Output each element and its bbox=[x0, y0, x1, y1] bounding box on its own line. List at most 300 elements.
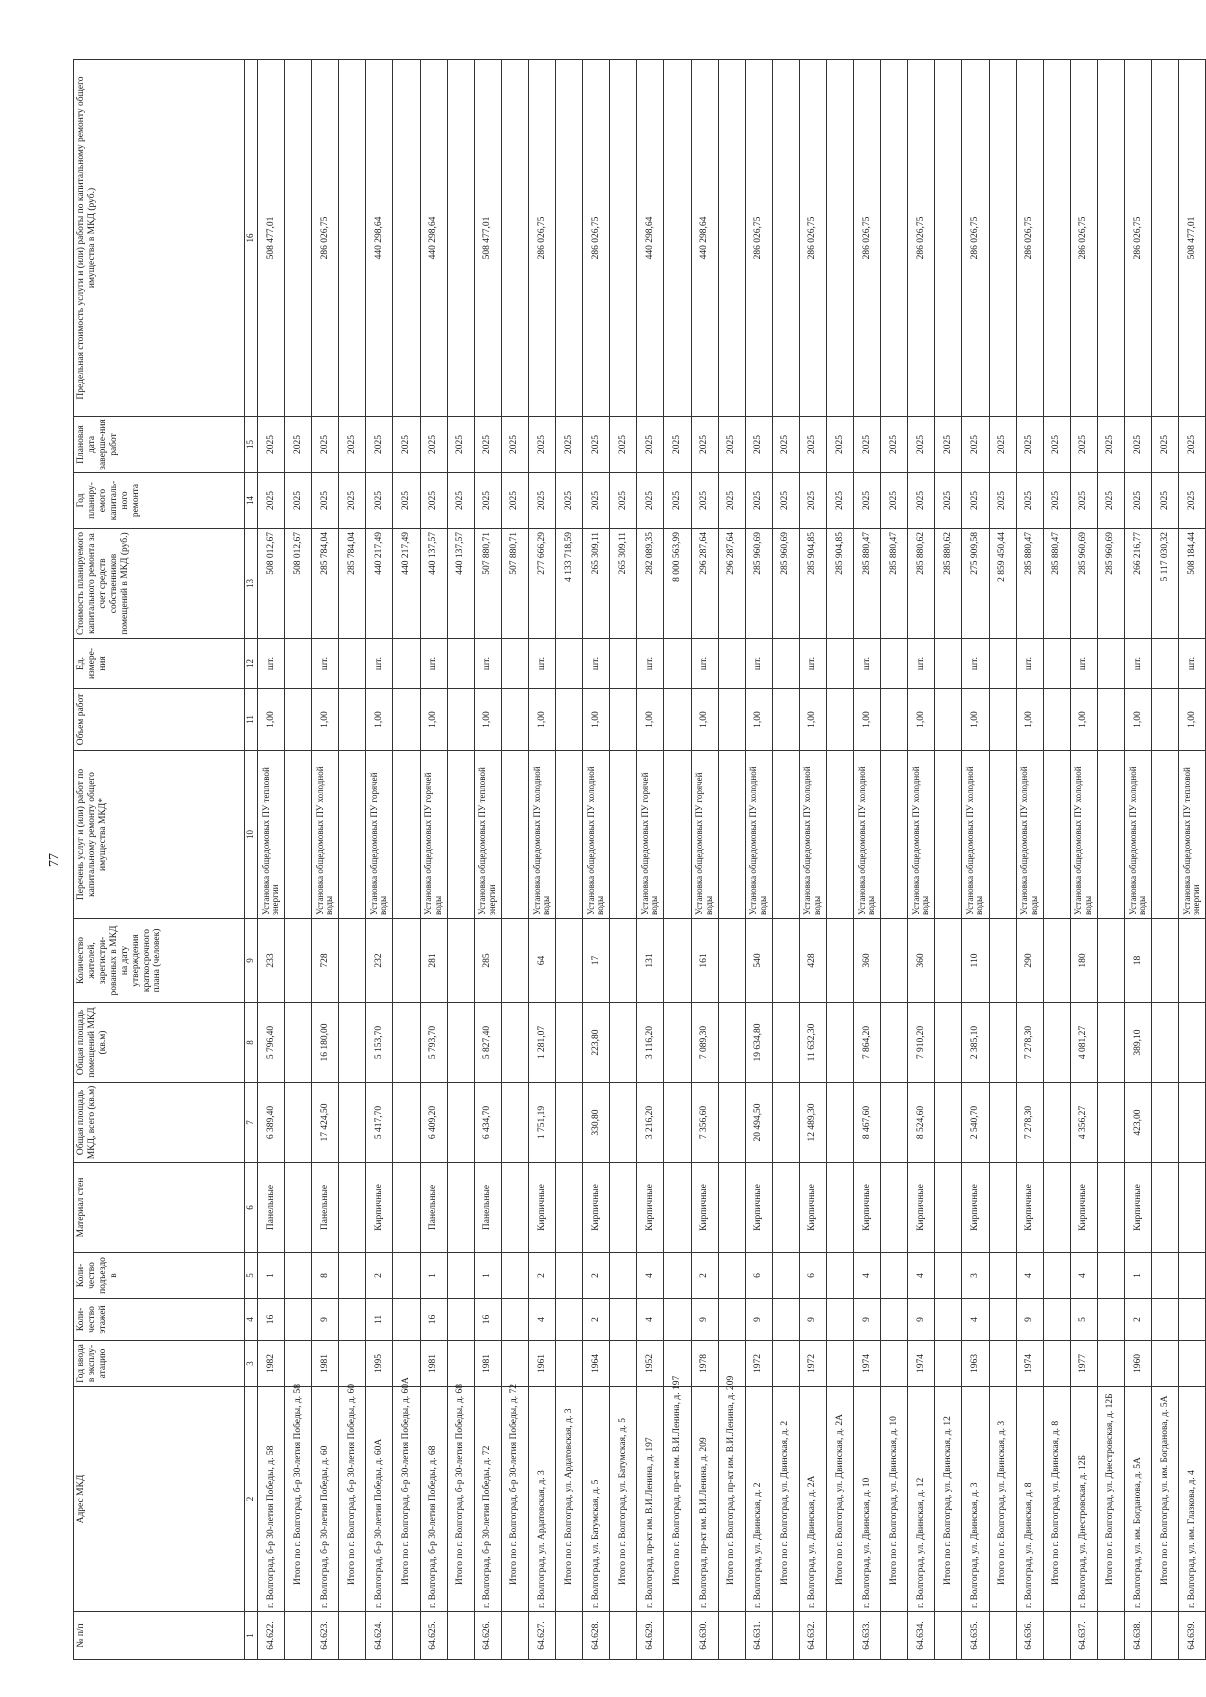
unit-cell: шт. bbox=[691, 639, 718, 689]
service-cell bbox=[1043, 751, 1070, 919]
rooms-area-cell: 5 793,70 bbox=[420, 1003, 447, 1083]
entrances-cell: 1 bbox=[1125, 1253, 1152, 1299]
service-cell bbox=[610, 751, 637, 919]
floors-cell: 9 bbox=[745, 1299, 772, 1341]
address-cell: Итого по г. Волгоград, пр-кт им. В.И.Ленина, д. 209 bbox=[718, 1387, 745, 1612]
total-area-cell: 6 409,20 bbox=[420, 1083, 447, 1163]
limit-cost-cell bbox=[718, 60, 745, 417]
rooms-area-cell bbox=[1152, 1003, 1179, 1083]
unit-cell: шт. bbox=[962, 639, 989, 689]
entrances-cell: 4 bbox=[908, 1253, 935, 1299]
rooms-area-cell: 7 278,30 bbox=[1016, 1003, 1043, 1083]
year-built-cell bbox=[935, 1341, 962, 1387]
entrances-cell bbox=[718, 1253, 745, 1299]
plan-year-cell: 2025 bbox=[528, 473, 555, 529]
total-area-cell: 330,80 bbox=[583, 1083, 610, 1163]
end-date-cell: 2025 bbox=[285, 417, 312, 473]
cost-cell: 285 960,69 bbox=[745, 529, 772, 639]
wall-material-cell: Кирпичные bbox=[1125, 1163, 1152, 1253]
entrances-cell bbox=[881, 1253, 908, 1299]
plan-year-cell: 2025 bbox=[1179, 473, 1206, 529]
end-date-cell: 2025 bbox=[799, 417, 826, 473]
residents-cell: 131 bbox=[637, 919, 664, 1003]
service-cell: Установка общедомовых ПУ тепловой энергии bbox=[1179, 751, 1206, 919]
rooms-area-cell bbox=[610, 1003, 637, 1083]
service-cell: Установка общедомовых ПУ горячей воды bbox=[637, 751, 664, 919]
service-cell: Установка общедомовых ПУ холодной воды bbox=[799, 751, 826, 919]
plan-year-cell: 2025 bbox=[664, 473, 691, 529]
unit-cell: шт. bbox=[1016, 639, 1043, 689]
year-built-cell bbox=[772, 1341, 799, 1387]
row-number: 64.625. bbox=[420, 1612, 447, 1660]
service-cell bbox=[339, 751, 366, 919]
wall-material-cell bbox=[1179, 1163, 1206, 1253]
column-number: 2 bbox=[245, 1387, 258, 1612]
volume-cell: 1,00 bbox=[583, 689, 610, 751]
unit-cell: шт. bbox=[854, 639, 881, 689]
plan-year-cell: 2025 bbox=[258, 473, 285, 529]
limit-cost-cell bbox=[772, 60, 799, 417]
subtotal-row bbox=[826, 60, 853, 1660]
row-number: 64.623. bbox=[312, 1612, 339, 1660]
address-cell: Итого по г. Волгоград, ул. Двинская, д. 8 bbox=[1043, 1387, 1070, 1612]
entrances-cell: 2 bbox=[528, 1253, 555, 1299]
unit-cell bbox=[501, 639, 528, 689]
volume-cell bbox=[718, 689, 745, 751]
end-date-cell: 2025 bbox=[989, 417, 1016, 473]
plan-year-cell: 2025 bbox=[1043, 473, 1070, 529]
floors-cell bbox=[1152, 1299, 1179, 1341]
address-cell: Итого по г. Волгоград, б-р 30-летия Победы, д. 68 bbox=[447, 1387, 474, 1612]
table-row bbox=[745, 60, 772, 1660]
unit-cell bbox=[610, 639, 637, 689]
limit-cost-cell bbox=[1152, 60, 1179, 417]
entrances-cell: 1 bbox=[420, 1253, 447, 1299]
column-number: 5 bbox=[245, 1253, 258, 1299]
address-cell: г. Волгоград, ул. Двинская, д. 2А bbox=[799, 1387, 826, 1612]
wall-material-cell: Кирпичные bbox=[799, 1163, 826, 1253]
unit-cell bbox=[339, 639, 366, 689]
total-area-cell: 17 424,50 bbox=[312, 1083, 339, 1163]
cost-cell: 285 880,47 bbox=[1043, 529, 1070, 639]
volume-cell: 1,00 bbox=[854, 689, 881, 751]
entrances-cell: 6 bbox=[799, 1253, 826, 1299]
total-area-cell: 4 356,27 bbox=[1070, 1083, 1097, 1163]
limit-cost-cell: 508 477,01 bbox=[258, 60, 285, 417]
rooms-area-cell: 19 634,80 bbox=[745, 1003, 772, 1083]
cost-cell: 266 216,77 bbox=[1125, 529, 1152, 639]
volume-cell: 1,00 bbox=[474, 689, 501, 751]
column-header: Ед. измере-ния bbox=[74, 639, 245, 689]
limit-cost-cell bbox=[1043, 60, 1070, 417]
residents-cell bbox=[935, 919, 962, 1003]
residents-cell: 110 bbox=[962, 919, 989, 1003]
plan-year-cell: 2025 bbox=[501, 473, 528, 529]
plan-year-cell: 2025 bbox=[908, 473, 935, 529]
row-number: 64.637. bbox=[1070, 1612, 1097, 1660]
floors-cell bbox=[1097, 1299, 1124, 1341]
rooms-area-cell bbox=[772, 1003, 799, 1083]
total-area-cell: 6 434,70 bbox=[474, 1083, 501, 1163]
service-cell: Установка общедомовых ПУ холодной воды bbox=[528, 751, 555, 919]
floors-cell bbox=[772, 1299, 799, 1341]
subtotal-row bbox=[501, 60, 528, 1660]
subtotal-row bbox=[1043, 60, 1070, 1660]
residents-cell: 180 bbox=[1070, 919, 1097, 1003]
entrances-cell: 1 bbox=[258, 1253, 285, 1299]
wall-material-cell: Панельные bbox=[420, 1163, 447, 1253]
total-area-cell: 3 216,20 bbox=[637, 1083, 664, 1163]
row-number bbox=[664, 1612, 691, 1660]
unit-cell: шт. bbox=[908, 639, 935, 689]
wall-material-cell bbox=[935, 1163, 962, 1253]
address-cell: Итого по г. Волгоград, ул. Двинская, д. 2А bbox=[826, 1387, 853, 1612]
unit-cell: шт. bbox=[1070, 639, 1097, 689]
end-date-cell: 2025 bbox=[1097, 417, 1124, 473]
column-number: 3 bbox=[245, 1341, 258, 1387]
residents-cell: 64 bbox=[528, 919, 555, 1003]
address-cell: г. Волгоград, б-р 30-летия Победы, д. 60А bbox=[366, 1387, 393, 1612]
plan-year-cell: 2025 bbox=[610, 473, 637, 529]
year-built-cell: 1963 bbox=[962, 1341, 989, 1387]
unit-cell: шт. bbox=[366, 639, 393, 689]
subtotal-row bbox=[393, 60, 420, 1660]
cost-cell: 440 217,49 bbox=[393, 529, 420, 639]
column-header: Коли-чество этажей bbox=[74, 1299, 245, 1341]
row-number: 64.626. bbox=[474, 1612, 501, 1660]
unit-cell: шт. bbox=[474, 639, 501, 689]
year-built-cell: 1974 bbox=[908, 1341, 935, 1387]
year-built-cell: 1964 bbox=[583, 1341, 610, 1387]
end-date-cell: 2025 bbox=[583, 417, 610, 473]
volume-cell bbox=[1097, 689, 1124, 751]
subtotal-row bbox=[1097, 60, 1124, 1660]
residents-cell bbox=[718, 919, 745, 1003]
limit-cost-cell: 286 026,75 bbox=[312, 60, 339, 417]
service-cell bbox=[826, 751, 853, 919]
address-cell: Итого по г. Волгоград, ул. Батумская, д. 5 bbox=[610, 1387, 637, 1612]
unit-cell: шт. bbox=[583, 639, 610, 689]
volume-cell: 1,00 bbox=[745, 689, 772, 751]
row-number bbox=[935, 1612, 962, 1660]
volume-cell bbox=[339, 689, 366, 751]
column-header: Материал стен bbox=[74, 1163, 245, 1253]
table-row bbox=[258, 60, 285, 1660]
total-area-cell: 5 417,70 bbox=[366, 1083, 393, 1163]
total-area-cell bbox=[610, 1083, 637, 1163]
entrances-cell: 4 bbox=[1070, 1253, 1097, 1299]
table-row bbox=[962, 60, 989, 1660]
subtotal-row bbox=[285, 60, 312, 1660]
service-cell bbox=[447, 751, 474, 919]
cost-cell: 285 880,62 bbox=[908, 529, 935, 639]
plan-year-cell: 2025 bbox=[583, 473, 610, 529]
year-built-cell bbox=[285, 1341, 312, 1387]
rotated-page-content bbox=[45, 60, 1202, 1660]
column-number: 13 bbox=[245, 529, 258, 639]
residents-cell: 540 bbox=[745, 919, 772, 1003]
entrances-cell: 4 bbox=[637, 1253, 664, 1299]
row-number: 64.638. bbox=[1125, 1612, 1152, 1660]
wall-material-cell: Кирпичные bbox=[637, 1163, 664, 1253]
wall-material-cell bbox=[556, 1163, 583, 1253]
limit-cost-cell bbox=[610, 60, 637, 417]
end-date-cell: 2025 bbox=[312, 417, 339, 473]
limit-cost-cell: 286 026,75 bbox=[1125, 60, 1152, 417]
plan-year-cell: 2025 bbox=[772, 473, 799, 529]
entrances-cell bbox=[772, 1253, 799, 1299]
residents-cell bbox=[1179, 919, 1206, 1003]
subtotal-row bbox=[1152, 60, 1179, 1660]
repair-plan-table bbox=[73, 59, 1206, 1660]
total-area-cell: 1 751,19 bbox=[528, 1083, 555, 1163]
total-area-cell bbox=[935, 1083, 962, 1163]
address-cell: г. Волгоград, ул. Двинская, д. 8 bbox=[1016, 1387, 1043, 1612]
service-cell: Установка общедомовых ПУ холодной воды bbox=[583, 751, 610, 919]
floors-cell: 9 bbox=[908, 1299, 935, 1341]
limit-cost-cell: 286 026,75 bbox=[583, 60, 610, 417]
rooms-area-cell: 4 081,27 bbox=[1070, 1003, 1097, 1083]
limit-cost-cell: 286 026,75 bbox=[1016, 60, 1043, 417]
row-number bbox=[1043, 1612, 1070, 1660]
total-area-cell bbox=[556, 1083, 583, 1163]
column-number: 10 bbox=[245, 751, 258, 919]
total-area-cell bbox=[1097, 1083, 1124, 1163]
end-date-cell: 2025 bbox=[772, 417, 799, 473]
wall-material-cell bbox=[664, 1163, 691, 1253]
year-built-cell: 1972 bbox=[799, 1341, 826, 1387]
unit-cell: шт. bbox=[799, 639, 826, 689]
plan-year-cell: 2025 bbox=[989, 473, 1016, 529]
total-area-cell bbox=[772, 1083, 799, 1163]
cost-cell: 508 184,44 bbox=[1179, 529, 1206, 639]
table-row bbox=[908, 60, 935, 1660]
floors-cell: 4 bbox=[962, 1299, 989, 1341]
unit-cell: шт. bbox=[258, 639, 285, 689]
subtotal-row bbox=[881, 60, 908, 1660]
end-date-cell: 2025 bbox=[745, 417, 772, 473]
residents-cell: 360 bbox=[908, 919, 935, 1003]
floors-cell: 4 bbox=[528, 1299, 555, 1341]
total-area-cell bbox=[393, 1083, 420, 1163]
year-built-cell: 1995 bbox=[366, 1341, 393, 1387]
subtotal-row bbox=[989, 60, 1016, 1660]
residents-cell: 233 bbox=[258, 919, 285, 1003]
entrances-cell bbox=[826, 1253, 853, 1299]
wall-material-cell: Кирпичные bbox=[528, 1163, 555, 1253]
wall-material-cell bbox=[881, 1163, 908, 1253]
rooms-area-cell: 11 632,30 bbox=[799, 1003, 826, 1083]
entrances-cell bbox=[285, 1253, 312, 1299]
service-cell bbox=[501, 751, 528, 919]
volume-cell bbox=[989, 689, 1016, 751]
volume-cell bbox=[393, 689, 420, 751]
service-cell bbox=[664, 751, 691, 919]
limit-cost-cell: 508 477,01 bbox=[1179, 60, 1206, 417]
residents-cell bbox=[610, 919, 637, 1003]
end-date-cell: 2025 bbox=[881, 417, 908, 473]
entrances-cell bbox=[339, 1253, 366, 1299]
cost-cell: 285 904,85 bbox=[799, 529, 826, 639]
row-number: 64.631. bbox=[745, 1612, 772, 1660]
volume-cell: 1,00 bbox=[962, 689, 989, 751]
limit-cost-cell bbox=[826, 60, 853, 417]
service-cell bbox=[718, 751, 745, 919]
end-date-cell: 2025 bbox=[1070, 417, 1097, 473]
wall-material-cell: Кирпичные bbox=[1070, 1163, 1097, 1253]
plan-year-cell: 2025 bbox=[312, 473, 339, 529]
residents-cell bbox=[1043, 919, 1070, 1003]
entrances-cell: 1 bbox=[474, 1253, 501, 1299]
rooms-area-cell bbox=[447, 1003, 474, 1083]
rooms-area-cell: 3 116,20 bbox=[637, 1003, 664, 1083]
row-number bbox=[339, 1612, 366, 1660]
floors-cell bbox=[610, 1299, 637, 1341]
column-header: Объем работ bbox=[74, 689, 245, 751]
plan-year-cell: 2025 bbox=[1016, 473, 1043, 529]
end-date-cell: 2025 bbox=[1125, 417, 1152, 473]
unit-cell bbox=[556, 639, 583, 689]
end-date-cell: 2025 bbox=[393, 417, 420, 473]
wall-material-cell bbox=[718, 1163, 745, 1253]
floors-cell: 2 bbox=[583, 1299, 610, 1341]
cost-cell: 285 784,04 bbox=[312, 529, 339, 639]
residents-cell: 18 bbox=[1125, 919, 1152, 1003]
cost-cell: 265 309,11 bbox=[610, 529, 637, 639]
floors-cell: 2 bbox=[1125, 1299, 1152, 1341]
table-row bbox=[854, 60, 881, 1660]
year-built-cell bbox=[501, 1341, 528, 1387]
year-built-cell: 1961 bbox=[528, 1341, 555, 1387]
volume-cell bbox=[447, 689, 474, 751]
floors-cell: 16 bbox=[420, 1299, 447, 1341]
address-cell: г. Волгоград, ул. им. Глазкова, д. 4 bbox=[1179, 1387, 1206, 1612]
year-built-cell bbox=[1043, 1341, 1070, 1387]
unit-cell bbox=[718, 639, 745, 689]
address-cell: г. Волгоград, б-р 30-летия Победы, д. 72 bbox=[474, 1387, 501, 1612]
floors-cell bbox=[1043, 1299, 1070, 1341]
floors-cell: 5 bbox=[1070, 1299, 1097, 1341]
rooms-area-cell bbox=[1043, 1003, 1070, 1083]
unit-cell: шт. bbox=[420, 639, 447, 689]
floors-cell bbox=[501, 1299, 528, 1341]
wall-material-cell: Кирпичные bbox=[1016, 1163, 1043, 1253]
service-cell: Установка общедомовых ПУ холодной воды bbox=[745, 751, 772, 919]
cost-cell: 508 012,67 bbox=[258, 529, 285, 639]
total-area-cell: 8 524,60 bbox=[908, 1083, 935, 1163]
end-date-cell: 2025 bbox=[718, 417, 745, 473]
limit-cost-cell: 440 298,64 bbox=[420, 60, 447, 417]
plan-year-cell: 2025 bbox=[366, 473, 393, 529]
column-number: 14 bbox=[245, 473, 258, 529]
rooms-area-cell: 389,10 bbox=[1125, 1003, 1152, 1083]
rooms-area-cell: 2 385,10 bbox=[962, 1003, 989, 1083]
table-row bbox=[1016, 60, 1043, 1660]
cost-cell: 508 012,67 bbox=[285, 529, 312, 639]
row-number bbox=[501, 1612, 528, 1660]
total-area-cell bbox=[1179, 1083, 1206, 1163]
residents-cell: 17 bbox=[583, 919, 610, 1003]
entrances-cell: 6 bbox=[745, 1253, 772, 1299]
address-cell: г. Волгоград, ул. Ардатовская, д. 3 bbox=[528, 1387, 555, 1612]
floors-cell bbox=[393, 1299, 420, 1341]
volume-cell: 1,00 bbox=[258, 689, 285, 751]
limit-cost-cell bbox=[881, 60, 908, 417]
unit-cell bbox=[1152, 639, 1179, 689]
table-row bbox=[1070, 60, 1097, 1660]
residents-cell bbox=[772, 919, 799, 1003]
unit-cell: шт. bbox=[745, 639, 772, 689]
limit-cost-cell bbox=[556, 60, 583, 417]
address-cell: г. Волгоград, пр-кт им. В.И.Ленина, д. 209 bbox=[691, 1387, 718, 1612]
plan-year-cell: 2025 bbox=[854, 473, 881, 529]
rooms-area-cell: 5 153,70 bbox=[366, 1003, 393, 1083]
service-cell: Установка общедомовых ПУ холодной воды bbox=[908, 751, 935, 919]
table-row bbox=[1125, 60, 1152, 1660]
wall-material-cell bbox=[339, 1163, 366, 1253]
total-area-cell bbox=[1043, 1083, 1070, 1163]
limit-cost-cell: 286 026,75 bbox=[1070, 60, 1097, 417]
subtotal-row bbox=[935, 60, 962, 1660]
year-built-cell: 1974 bbox=[854, 1341, 881, 1387]
volume-cell: 1,00 bbox=[691, 689, 718, 751]
floors-cell: 11 bbox=[366, 1299, 393, 1341]
plan-year-cell: 2025 bbox=[745, 473, 772, 529]
residents-cell bbox=[339, 919, 366, 1003]
service-cell: Установка общедомовых ПУ тепловой энергии bbox=[258, 751, 285, 919]
service-cell bbox=[556, 751, 583, 919]
row-number bbox=[989, 1612, 1016, 1660]
service-cell bbox=[285, 751, 312, 919]
limit-cost-cell: 440 298,64 bbox=[366, 60, 393, 417]
service-cell: Установка общедомовых ПУ холодной воды bbox=[1070, 751, 1097, 919]
service-cell bbox=[393, 751, 420, 919]
volume-cell bbox=[935, 689, 962, 751]
address-cell: Итого по г. Волгоград, ул. Двинская, д. 12 bbox=[935, 1387, 962, 1612]
table-row bbox=[312, 60, 339, 1660]
limit-cost-cell: 286 026,75 bbox=[908, 60, 935, 417]
unit-cell bbox=[881, 639, 908, 689]
floors-cell bbox=[1179, 1299, 1206, 1341]
wall-material-cell: Панельные bbox=[474, 1163, 501, 1253]
residents-cell: 281 bbox=[420, 919, 447, 1003]
end-date-cell: 2025 bbox=[366, 417, 393, 473]
end-date-cell: 2025 bbox=[854, 417, 881, 473]
row-number: 64.629. bbox=[637, 1612, 664, 1660]
address-cell: г. Волгоград, ул. Двинская, д. 2 bbox=[745, 1387, 772, 1612]
address-cell: г. Волгоград, ул. Двинская, д. 12 bbox=[908, 1387, 935, 1612]
column-header: Год ввода в эксплу-атацию bbox=[74, 1341, 245, 1387]
header-row bbox=[74, 60, 245, 1660]
rooms-area-cell bbox=[1179, 1003, 1206, 1083]
unit-cell bbox=[447, 639, 474, 689]
limit-cost-cell: 286 026,75 bbox=[528, 60, 555, 417]
rooms-area-cell bbox=[393, 1003, 420, 1083]
service-cell: Установка общедомовых ПУ холодной воды bbox=[1016, 751, 1043, 919]
unit-cell bbox=[1097, 639, 1124, 689]
cost-cell: 285 880,47 bbox=[1016, 529, 1043, 639]
floors-cell bbox=[989, 1299, 1016, 1341]
cost-cell: 277 666,29 bbox=[528, 529, 555, 639]
year-built-cell bbox=[1097, 1341, 1124, 1387]
end-date-cell: 2025 bbox=[1152, 417, 1179, 473]
floors-cell: 9 bbox=[312, 1299, 339, 1341]
total-area-cell bbox=[718, 1083, 745, 1163]
total-area-cell bbox=[1152, 1083, 1179, 1163]
floors-cell bbox=[556, 1299, 583, 1341]
end-date-cell: 2025 bbox=[258, 417, 285, 473]
address-cell: Итого по г. Волгоград, б-р 30-летия Победы, д. 72 bbox=[501, 1387, 528, 1612]
